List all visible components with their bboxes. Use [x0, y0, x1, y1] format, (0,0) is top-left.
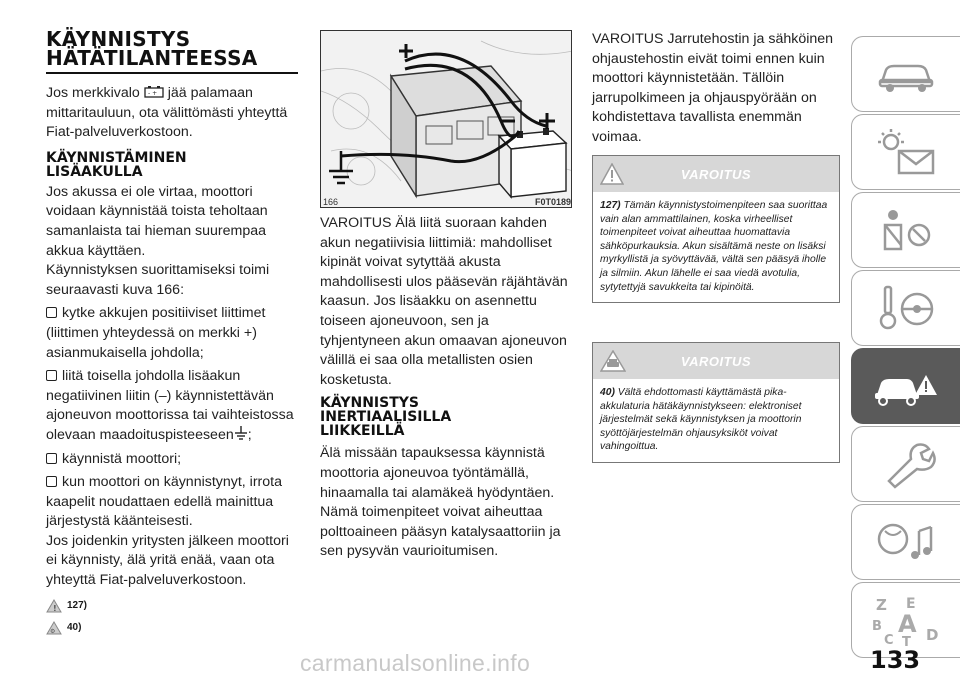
warning-box-127 [592, 155, 840, 303]
svg-text:!: ! [53, 603, 57, 613]
paragraph-negative-terminals: VAROITUS Älä liitä suoraan kahden akun negatiivisia liittimiä: mahdolliset kipinät voivat sytyttää akusta mahdollisesti ulos pääsevän räjähtävän kaasun. Jos lisäakku on asennettu toiseen ajoneuvoon, sen ja tyhjentyneen akun omaavan ajoneuvon välillä ei saa olla metallisten osien kosketusta. [320, 215, 568, 388]
svg-text:D: D [926, 626, 939, 644]
warning-box-header [593, 343, 839, 379]
title-line-1: KÄYNNISTYS [46, 27, 191, 51]
ground-icon [234, 426, 248, 440]
svg-text:- +: - + [147, 90, 157, 97]
warning-box-40 [592, 342, 840, 463]
paragraph-no-push-start: Älä missään tapauksessa käynnistä moottoria ajoneuvoa työntämällä, hinaamalla tai alamäkeä hyödyntäen. Nämä toimenpiteet voivat aiheuttaa polttoaineen pääsyn katalysaattoriin ja sen pysyvän vaurioitumisen. [320, 445, 561, 560]
title-rule [46, 72, 298, 74]
subheading-line-2: LISÄAKULLA [46, 163, 143, 180]
warning-box-header [593, 156, 839, 192]
subheading-line-2: INERTIAALISILLA [320, 409, 452, 426]
bullet-icon [46, 453, 57, 464]
lights-mail-icon [871, 127, 941, 177]
figure-caption [323, 197, 571, 207]
jump-start-illustration [321, 31, 572, 208]
bullet-icon [46, 307, 57, 318]
paragraph-booster: Jos akussa ei ole virtaa, moottori voidaan käynnistää toista teholtaan samanlaista tai hieman suurempaa akkua käyttäen. [46, 183, 268, 259]
warning-number: 127) [600, 200, 621, 211]
column-middle [320, 214, 570, 562]
reference-127-label: 127) [67, 600, 88, 612]
reference-40-label: 40) [67, 622, 82, 634]
svg-text:⚙: ⚙ [50, 627, 56, 635]
reference-127[interactable] [46, 599, 298, 613]
music-phone-icon [871, 517, 941, 567]
warning-title: VAROITUS [680, 166, 752, 182]
car-icon [874, 54, 938, 94]
svg-text:C: C [884, 633, 894, 648]
warning-triangle-icon [46, 599, 62, 613]
watermark: carmanualsonline.info [300, 650, 531, 676]
index-letters-icon [866, 592, 946, 648]
bullet-icon [46, 476, 57, 487]
booster-battery [499, 128, 566, 197]
tab-emergency[interactable] [851, 348, 960, 424]
battery-warning-icon [144, 85, 164, 98]
column-right [592, 30, 842, 148]
step-4-text: kun moottori on käynnistynyt, irrota kaapelit noudattaen edellä mainittua järjestystä käänteisesti. [46, 474, 283, 530]
warning-triangle-icon [600, 163, 624, 185]
figure-jump-start [320, 30, 572, 208]
figure-code: F0T0189 [534, 197, 571, 207]
step-3 [46, 450, 298, 470]
paragraph-brake-booster: VAROITUS Jarrutehostin ja sähköinen ohjaustehostin eivät toimi ennen kuin moottori käynnistetään. Tällöin jarrupolkimeen ja ohjauspyörään on kohdistettava tavallista enemmän voimaa. [592, 31, 834, 145]
reference-40[interactable] [46, 621, 298, 635]
svg-text:T: T [902, 635, 911, 648]
column-left [46, 27, 298, 635]
tab-car[interactable] [851, 36, 960, 112]
subheading-booster [46, 151, 298, 179]
warning-triangle-icon [46, 621, 62, 635]
key-steering-icon [871, 283, 941, 333]
step-1-text: kytke akkujen positiiviset liittimet (liittimen yhteydessä on merkki +) asianmukaisella johdolla; [46, 305, 266, 361]
warning-text: Tämän käynnistystoimenpiteen saa suorittaa vain alan ammattilainen, koska virheelliset toimenpiteet voivat aiheuttaa huomattavia sähköpurkauksia. Akun sisältämä neste on lisäksi myrkyllistä ja syövyttävää, vältä sen pääsyä iholle ja silmiin. Akun lähelle ei saa viedä avotulia, sytytettyjä savukkeita tai kipinöitä. [600, 200, 828, 293]
svg-text:B: B [872, 619, 882, 634]
wrench-icon [871, 439, 941, 489]
svg-text:E: E [906, 596, 916, 612]
intro-post: jää palamaan mittaritauluun, ota välittömästi yhteyttä Fiat-palveluverkostoon. [46, 85, 288, 141]
paragraph-steps-intro: Käynnistyksen suorittamiseksi toimi seuraavasti kuva 166: [46, 262, 270, 298]
car-damage-icon [600, 350, 626, 372]
tab-starting-driving[interactable] [851, 270, 960, 346]
bullet-icon [46, 370, 57, 381]
warning-text: Vältä ehdottomasti käyttämästä pika-akkulaturia hätäkäynnistykseen: elektroniset järjestelmät sekä käynnistyksen ja moottorin syöttöjärjestelmän ohjausyksiköt voivat vahingoittua. [600, 387, 802, 453]
step-2 [46, 367, 298, 445]
title-line-2: HÄTÄTILANTEESSA [46, 46, 258, 70]
step-3-text: käynnistä moottori; [62, 450, 182, 467]
warning-title: VAROITUS [680, 353, 752, 369]
intro-pre: Jos merkkivalo [46, 85, 144, 101]
step-4 [46, 473, 298, 532]
intro-paragraph [46, 84, 298, 143]
warning-number: 40) [600, 387, 615, 398]
svg-text:Z: Z [876, 596, 887, 614]
chapter-sidebar [851, 30, 960, 650]
figure-number: 166 [323, 197, 339, 207]
subheading-inertial [320, 396, 570, 438]
breakdown-icon [871, 361, 941, 411]
tab-multimedia[interactable] [851, 504, 960, 580]
subheading-line-3: LIIKKEILLÄ [320, 423, 405, 440]
paragraph-retry: Jos joidenkin yritysten jälkeen moottori ei käynnisty, älä yritä enää, vaan ota yhteyttä Fiat-palveluverkostoon. [46, 532, 289, 589]
page-number: 133 [870, 646, 921, 674]
step-2-end: ; [247, 426, 252, 443]
step-2-text: liitä toisella johdolla lisäakun negatiivinen liitin (–) käynnistettävän ajoneuvon moottorissa tai vaihteistossa olevaan maadoituspisteeseen [46, 368, 294, 443]
subheading-line-1: KÄYNNISTYS [320, 395, 419, 412]
warning-body [593, 192, 839, 302]
svg-text:A: A [898, 610, 917, 638]
step-1 [46, 304, 298, 363]
tab-safety[interactable] [851, 192, 960, 268]
tab-maintenance[interactable] [851, 426, 960, 502]
page-title [46, 27, 298, 70]
seatbelt-airbag-icon [871, 205, 941, 255]
tab-lights-messages[interactable] [851, 114, 960, 190]
warning-body [593, 379, 839, 462]
subheading-line-1: KÄYNNISTÄMINEN [46, 149, 187, 166]
